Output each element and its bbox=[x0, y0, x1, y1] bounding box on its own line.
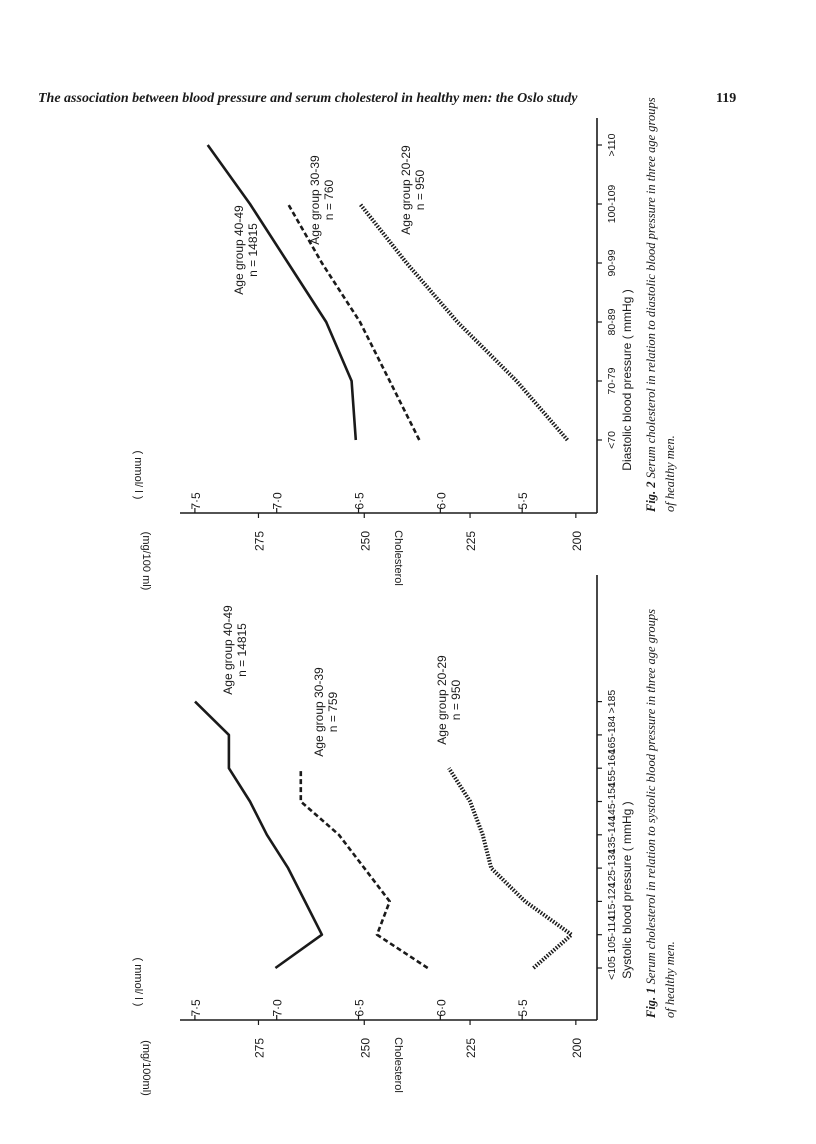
series-label: Age group 30-39 bbox=[312, 667, 326, 757]
caption-line-1: Serum cholesterol in relation to systolic blood pressure in three age groups bbox=[644, 609, 658, 985]
series-line bbox=[195, 702, 322, 968]
y-tick-label-mmol: 6·5 bbox=[352, 999, 367, 1017]
x-tick-label: 90-99 bbox=[605, 249, 618, 277]
caption-line-1: Serum cholesterol in relation to diastolic blood pressure in three age groups bbox=[644, 97, 658, 479]
x-tick-label: 125-134 bbox=[605, 848, 618, 888]
x-tick-label: 105-114 bbox=[605, 915, 618, 954]
y-tick-label-mmol: 5·5 bbox=[516, 492, 531, 510]
x-tick-label: 155-164 bbox=[605, 748, 618, 788]
series-n-label: n = 760 bbox=[322, 179, 336, 221]
y-tick-label-mmol: 7·5 bbox=[188, 999, 203, 1017]
ylabel: Cholesterol bbox=[392, 1037, 404, 1093]
xlabel: Systolic blood pressure ( mmHg ) bbox=[620, 801, 635, 979]
series-n-label: n = 14815 bbox=[235, 623, 249, 677]
x-tick-label: 115-124 bbox=[605, 882, 618, 921]
y-tick-label-mg: 200 bbox=[569, 530, 584, 552]
series-line bbox=[360, 204, 567, 440]
x-tick-label: 165-184 bbox=[605, 715, 618, 755]
series-label: Age group 20-29 bbox=[435, 655, 449, 745]
y-tick-label-mg: 225 bbox=[464, 1037, 479, 1059]
series-line bbox=[449, 768, 572, 968]
x-tick-label: >185 bbox=[605, 689, 618, 714]
running-head: The association between blood pressure and serum cholesterol in healthy men: the Oslo study bbox=[38, 91, 578, 106]
series-n-label: n = 950 bbox=[449, 679, 463, 721]
y-tick-label-mg: 200 bbox=[569, 1037, 584, 1059]
y-tick-label-mmol: 6·0 bbox=[434, 999, 449, 1017]
figure-caption bbox=[644, 609, 658, 1019]
y-tick-label-mg: 250 bbox=[358, 1037, 373, 1059]
series-n-label: n = 759 bbox=[326, 691, 340, 733]
series-label: Age group 40-49 bbox=[232, 205, 246, 295]
x-tick-label: 80-89 bbox=[605, 308, 618, 336]
series-n-label: n = 14815 bbox=[246, 223, 260, 277]
x-tick-label: 70-79 bbox=[605, 367, 618, 395]
y-tick-label-mg: 275 bbox=[252, 1037, 267, 1059]
ylabel-right-unit: ( mmol/ l ) bbox=[132, 450, 144, 500]
figure-label: Fig. 2 bbox=[644, 478, 658, 512]
y-tick-label-mg: 275 bbox=[252, 530, 267, 552]
figure-caption bbox=[644, 97, 658, 513]
page-number: 119 bbox=[716, 91, 737, 106]
y-tick-label-mmol: 7·5 bbox=[188, 492, 203, 510]
ylabel-left-unit: (mg/100 ml) bbox=[140, 531, 152, 591]
y-tick-label-mg: 250 bbox=[358, 530, 373, 552]
y-tick-label-mmol: 6·5 bbox=[352, 492, 367, 510]
xlabel: Diastolic blood pressure ( mmHg ) bbox=[620, 289, 635, 471]
figure-caption-cont: of healthy men. bbox=[663, 941, 677, 1018]
series-line bbox=[301, 768, 428, 968]
series-n-label: n = 950 bbox=[413, 169, 427, 211]
ylabel-left-unit: (mg/100ml) bbox=[140, 1040, 152, 1096]
figure-1 bbox=[132, 575, 677, 1096]
series-label: Age group 20-29 bbox=[399, 145, 413, 235]
figure-2 bbox=[132, 97, 677, 590]
figure-label: Fig. 1 bbox=[644, 984, 658, 1018]
x-tick-label: 135-144 bbox=[605, 815, 618, 855]
x-tick-label: <70 bbox=[605, 431, 618, 449]
y-tick-label-mmol: 7·0 bbox=[270, 492, 285, 510]
y-tick-label-mmol: 7·0 bbox=[270, 999, 285, 1017]
ylabel: Cholesterol bbox=[392, 530, 404, 586]
series-label: Age group 30-39 bbox=[308, 155, 322, 245]
ylabel-right-unit: ( mmol/ l ) bbox=[132, 957, 144, 1007]
series-label: Age group 40-49 bbox=[221, 605, 235, 695]
x-tick-label: >110 bbox=[605, 133, 618, 157]
y-tick-label-mmol: 5·5 bbox=[516, 999, 531, 1017]
x-tick-label: 145-154 bbox=[605, 782, 618, 821]
figure-caption-cont: of healthy men. bbox=[663, 435, 677, 512]
y-tick-label-mg: 225 bbox=[464, 530, 479, 552]
x-tick-label: <105 bbox=[605, 956, 618, 980]
x-tick-label: 100-109 bbox=[605, 184, 618, 224]
y-tick-label-mmol: 6·0 bbox=[434, 492, 449, 510]
